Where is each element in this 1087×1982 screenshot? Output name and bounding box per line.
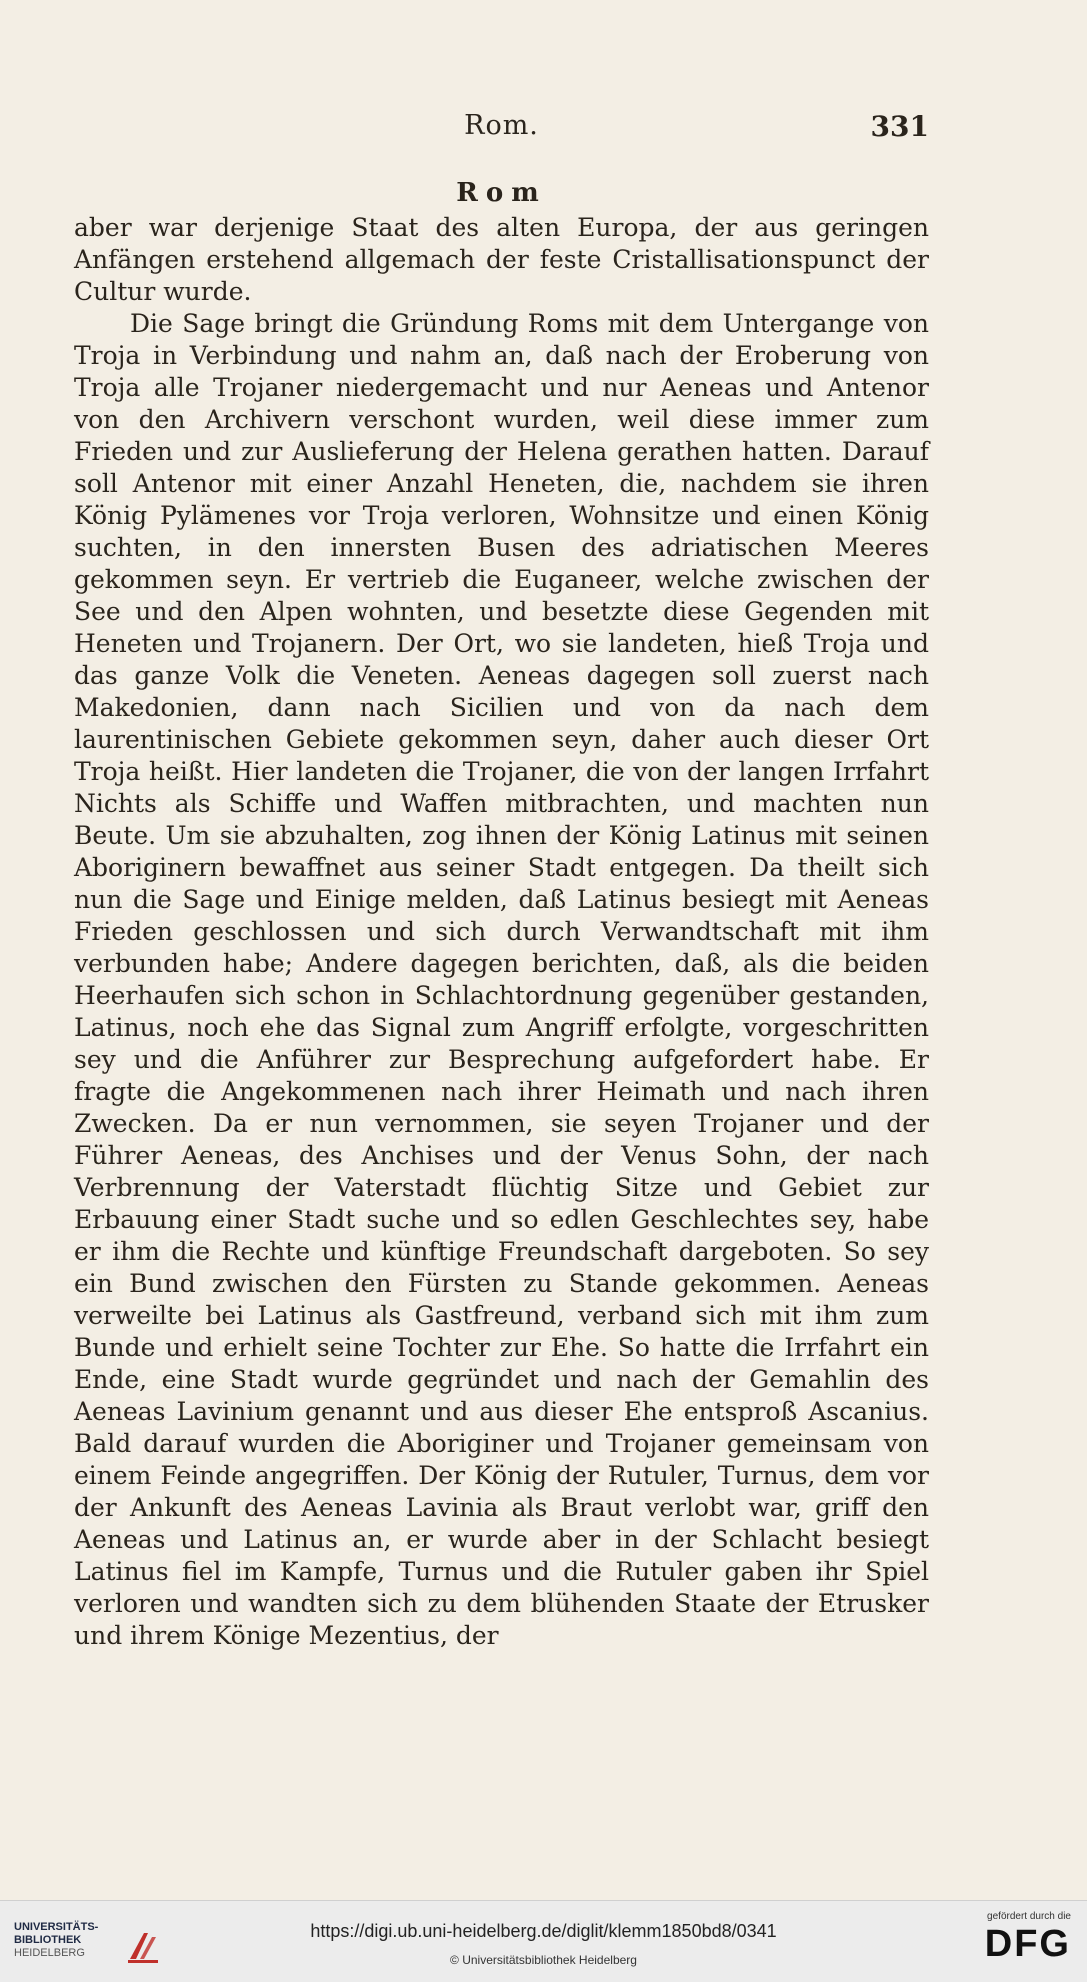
body-text xyxy=(74,212,929,1652)
paragraph: Die Sage bringt die Gründung Roms mit dem Untergange von Troja in Verbindung und nahm an, daß nach der Eroberung von Troja alle Trojaner niedergemacht und nur Aeneas und Antenor von den Archivern verschont wurden, weil diese immer zum Frieden und zur Auslieferung der Helena gerathen hatten. Darauf soll Antenor mit einer Anzahl Heneten, die, nachdem sie ihren König Pylämenes vor Troja verloren, Wohnsitze und einen König suchten, in den innersten Busen des adriatischen Meeres gekommen seyn. Er vertrieb die Euganeer, welche zwischen der See und den Alpen wohnten, und besetzte diese Gegenden mit Heneten und Trojanern. Der Ort, wo sie landeten, hieß Troja und das ganze Volk die Veneten. Aeneas dagegen soll zuerst nach Makedonien, dann nach Sicilien und von da nach dem laurentinischen Gebiete gekommen seyn, daher auch dieser Ort Troja heißt. Hier landeten die Trojaner, die von der langen Irrfahrt Nichts als Schiffe und Waffen mitbrachten, und machten nun Beute. Um sie abzuhalten, zog ihnen der König Latinus mit seinen Aboriginern bewaffnet aus seiner Stadt entgegen. Da theilt sich nun die Sage und Einige melden, daß Latinus besiegt mit Aeneas Frieden geschlossen und sich durch Verwandtschaft mit ihm verbunden habe; Andere dagegen berichten, daß, als die beiden Heerhaufen sich schon in Schlachtordnung gegenüber gestanden, Latinus, noch ehe das Signal zum Angriff erfolgte, vorgeschritten sey und die Anführer zur Besprechung aufgefordert habe. Er fragte die Angekommenen nach ihrer Heimath und nach ihren Zwecken. Da er nun vernommen, sie seyen Trojaner und der Führer Aeneas, des Anchises und der Venus Sohn, der nach Verbrennung der Vaterstadt flüchtig Sitze und Gebiet zur Erbauung einer Stadt suche und so edlen Geschlechtes sey, habe er ihm die Rechte und künftige Freundschaft dargeboten. So sey ein Bund zwischen den Fürsten zu Stande gekommen. Aeneas verweilte bei Latinus als Gastfreund, verband sich mit ihm zum Bunde und erhielt seine Tochter zur Ehe. So hatte die Irrfahrt ein Ende, eine Stadt wurde gegründet und nach der Gemahlin des Aeneas Lavinium genannt und aus dieser Ehe entsproß Ascanius. Bald darauf wurden die Aboriginer und Trojaner gemeinsam von einem Feinde angegriffen. Der König der Rutuler, Turnus, dem vor der Ankunft des Aeneas Lavinia als Braut verlobt war, griff den Aeneas und Latinus an, er wurde aber in der Schlacht besiegt Latinus fiel im Kampfe, Turnus und die Rutuler gaben ihr Spiel verloren und wandten sich zu dem blühenden Staate der Etrusker und ihrem Könige Mezentius, der xyxy=(74,309,929,1650)
viewer-footer xyxy=(0,1900,1087,1982)
dfg-logo[interactable] xyxy=(951,1911,1071,1975)
funder-note: gefördert durch die xyxy=(987,1911,1071,1922)
library-logo-line: UNIVERSITÄTS- xyxy=(14,1921,99,1933)
running-head: Rom. xyxy=(464,110,539,141)
copyright-notice: © Universitätsbibliothek Heidelberg xyxy=(450,1953,637,1967)
page-number: 331 xyxy=(870,110,929,143)
library-logo-line: HEIDELBERG xyxy=(14,1947,85,1959)
page-header xyxy=(74,110,929,150)
permalink-url[interactable]: https://digi.ub.uni-heidelberg.de/diglit/klemm1850bd8/0341 xyxy=(310,1921,777,1941)
dfg-logo-text: DFG xyxy=(984,1923,1071,1965)
section-title: Rom xyxy=(456,178,547,208)
paragraph-continued: aber war derjenige Staat des alten Europa, der aus geringen Anfängen erstehend allgemach der feste Cristallisationspunct der Cultur wurde. xyxy=(74,213,929,306)
library-logo-line: BIBLIOTHEK xyxy=(14,1934,82,1946)
